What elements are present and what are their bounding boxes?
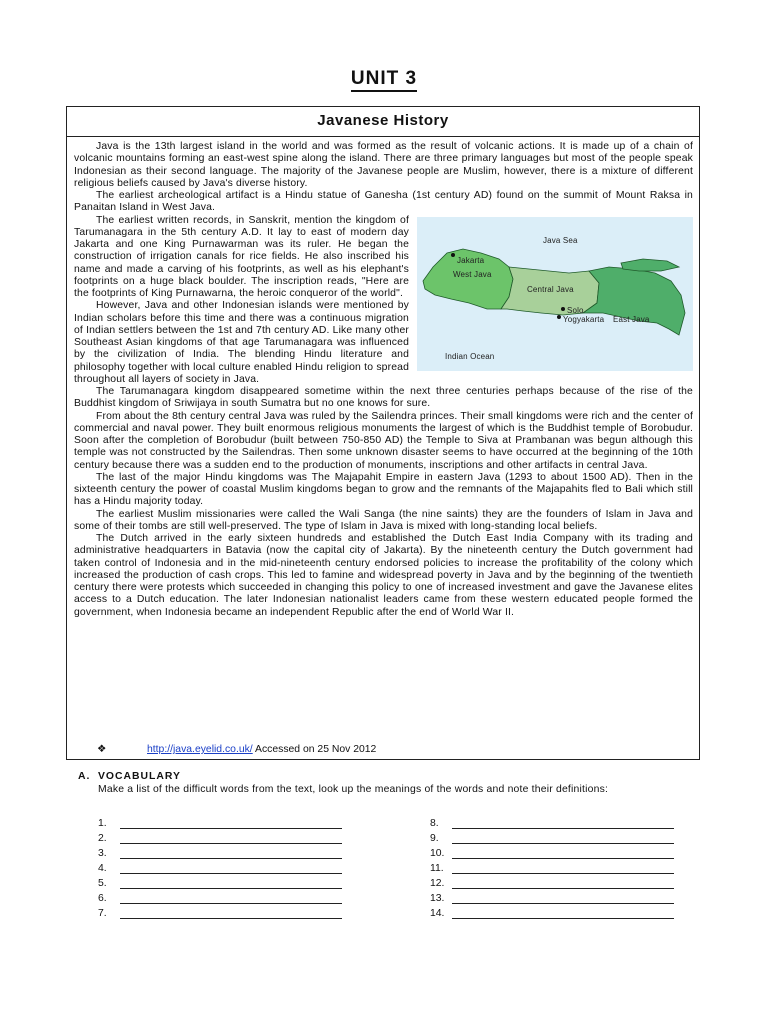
vocab-blank-line[interactable]: [452, 918, 674, 919]
box-title: Javanese History: [317, 112, 449, 129]
vocabulary-instruction: Make a list of the difficult words from the text, look up the meanings of the words and note their definitions:: [98, 783, 609, 795]
section-title: VOCABULARY: [98, 771, 181, 782]
vocab-number: 1.: [98, 818, 107, 829]
vocab-blank-line[interactable]: [120, 858, 342, 859]
vocab-row: [98, 833, 342, 848]
unit-title: [0, 68, 768, 90]
vocab-row: [430, 833, 674, 848]
vocab-row: [98, 893, 342, 908]
unit-title-text: UNIT 3: [351, 68, 417, 92]
vocab-blank-line[interactable]: [452, 903, 674, 904]
source-citation: [97, 743, 376, 755]
diamond-bullet-icon: ❖: [97, 744, 107, 755]
paragraph-9: The Dutch arrived in the early sixteen hundreds and established the Dutch East India Company with its trading and administrative headquarters in Batavia (now the capital city of Jakarta). By the nineteenth century the Dutch government had taken control of Indonesia and in the mid-nineteenth century endorsed policies to increase the profitability of the colony which increased the production of cash crops. This led to famine and widespread poverty in Java and by the beginning of the twentieth century there were protests which succeeded in changing this policy to one of increased investment and gave the Javanese elites access to a Dutch education. The later Indonesian nationalist leaders came from these western educated people formed the government, when Indonesia became an independent Republic after the end of World War II.: [74, 533, 693, 618]
jakarta-dot: [451, 253, 455, 257]
section-letter: A.: [78, 771, 91, 782]
accessed-date: Accessed on 25 Nov 2012: [255, 744, 377, 755]
vocab-row: [98, 848, 342, 863]
vocab-list-left: [98, 818, 342, 923]
vocab-row: [98, 863, 342, 878]
vocab-blank-line[interactable]: [452, 858, 674, 859]
paragraph-3: The earliest written records, in Sanskrit, mention the kingdom of Tarumanagara in the 5th century A.D. It lay to east of modern day Jakarta and one King Purnawarman was its ruler. He began the construction of irrigation canals for rice fields. He also inscribed his name and made a carving of his footprints, as well as his elephant's footprints on a huge black boulder. The inscription reads, "Here are the footprints of King Purnawarna, the heroic conqueror of the world".: [74, 214, 409, 299]
paragraph-2: The earliest archeological artifact is a Hindu statue of Ganesha (1st century AD) found on the summit of Mount Raksa in Panaitan Island in West Java.: [74, 190, 693, 214]
paragraph-7: The last of the major Hindu kingdoms was The Majapahit Empire in eastern Java (1293 to about 1500 AD). Then in the sixteenth century the power of coastal Muslim kingdoms began to grow and the remnants of the Majapahits fled to Bali which still has a Hindu majority today.: [74, 471, 693, 508]
vocab-number: 13.: [430, 893, 445, 904]
vocab-blank-line[interactable]: [120, 903, 342, 904]
vocab-row: [98, 908, 342, 923]
vocab-blank-line[interactable]: [120, 888, 342, 889]
vocab-blank-line[interactable]: [452, 873, 674, 874]
vocab-number: 12.: [430, 878, 445, 889]
vocab-blank-line[interactable]: [120, 828, 342, 829]
vocab-number: 5.: [98, 878, 107, 889]
vocab-number: 2.: [98, 833, 107, 844]
vocab-row: [430, 863, 674, 878]
label-central-java: Central Java: [527, 284, 574, 294]
vocab-row: [430, 818, 674, 833]
title-divider: [67, 136, 699, 137]
paragraph-5: The Tarumanagara kingdom disappeared sometime within the next three centuries perhaps because of the rise of the Buddhist kingdom of Sriwijaya in south Sumatra but no one knows for sure.: [74, 386, 693, 410]
vocab-number: 3.: [98, 848, 107, 859]
vocab-row: [98, 878, 342, 893]
label-indian-ocean: Indian Ocean: [445, 351, 495, 361]
vocab-blank-line[interactable]: [120, 873, 342, 874]
vocab-row: [430, 908, 674, 923]
paragraph-6: From about the 8th century central Java was ruled by the Sailendra princes. Their small kingdoms were rich and the center of commercial and naval power. They built enormous religious monuments the largest of which is the Buddhist temple of Borobudur. Soon after the completion of Borobudur (built between 750-850 AD) the Temple to Siva at Prambanan was begun although this temple was not constructed by the Sailendras. Then some unknown disaster seems to have occurred at the beginning of the 10th century because there was a sudden end to the production of monuments, inscriptions and other artifacts in central Java.: [74, 410, 693, 471]
paragraph-4: However, Java and other Indonesian islands were mentioned by Indian scholars before this time and there was a continuous migration of Indian settlers between the 1st and 7th century AD. Like many other Southeast Asian kingdoms of that age Tarumanagara was influenced by the civilization of India. The blending Hindu literature and philosophy together with local culture enabled Hindu religion to spread throughout all layers of society in Java.: [74, 300, 409, 385]
source-link[interactable]: http://java.eyelid.co.uk/: [147, 744, 253, 755]
vocab-blank-line[interactable]: [120, 918, 342, 919]
vocabulary-section: [78, 771, 698, 919]
label-west-java: West Java: [453, 269, 492, 279]
label-yogyakarta: Yogyakarta: [563, 314, 605, 324]
label-solo: Solo: [567, 305, 584, 315]
solo-dot: [561, 307, 565, 311]
vocab-blank-line[interactable]: [452, 843, 674, 844]
label-jakarta: Jakarta: [457, 255, 485, 265]
vocab-number: 7.: [98, 908, 107, 919]
article-text: [74, 141, 693, 619]
reading-box: [66, 106, 700, 760]
vocab-row: [430, 893, 674, 908]
vocab-row: [430, 878, 674, 893]
vocab-blank-line[interactable]: [120, 843, 342, 844]
yogyakarta-dot: [557, 315, 561, 319]
vocab-number: 14.: [430, 908, 445, 919]
vocab-blank-line[interactable]: [452, 888, 674, 889]
vocab-number: 9.: [430, 833, 439, 844]
vocab-list-right: [430, 818, 674, 923]
vocab-number: 4.: [98, 863, 107, 874]
paragraph-1: Java is the 13th largest island in the world and was formed as the result of volcanic actions. It is made up of a chain of volcanic mountains forming an east-west spine along the island. There are three primary languages but most of the people speak Indonesian as their second language. The majority of the Javanese people are Muslim, however, there is a mixture of different religious beliefs caused by Java's diverse history.: [74, 141, 693, 189]
label-java-sea: Java Sea: [543, 235, 578, 245]
vocab-row: [98, 818, 342, 833]
vocabulary-heading: [78, 771, 698, 784]
vocab-number: 10.: [430, 848, 445, 859]
vocab-blank-line[interactable]: [452, 828, 674, 829]
label-east-java: East Java: [613, 314, 650, 324]
vocab-row: [430, 848, 674, 863]
vocab-number: 6.: [98, 893, 107, 904]
vocab-number: 8.: [430, 818, 439, 829]
java-map: [417, 217, 693, 371]
paragraph-8: The earliest Muslim missionaries were called the Wali Sanga (the nine saints) they are the founders of Islam in Java and some of their tombs are still well-preserved. The type of Islam in Java is mixed with long-standing local beliefs.: [74, 508, 693, 532]
vocab-number: 11.: [430, 863, 444, 874]
